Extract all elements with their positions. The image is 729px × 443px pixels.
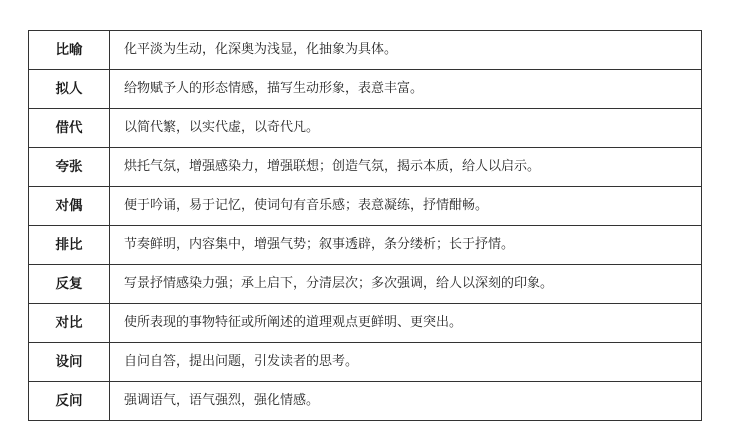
- effect-cell: 以简代繁，以实代虚，以奇代凡。: [110, 109, 702, 148]
- term-cell: 拟人: [29, 70, 110, 109]
- effect-cell: 使所表现的事物特征或所阐述的道理观点更鲜明、更突出。: [110, 304, 702, 343]
- table-row: [29, 187, 702, 226]
- term-cell: 对偶: [29, 187, 110, 226]
- table-row: [29, 304, 702, 343]
- term-cell: 比喻: [29, 31, 110, 70]
- table-row: [29, 109, 702, 148]
- rhetoric-devices-table: [28, 30, 702, 421]
- table-row: [29, 382, 702, 421]
- term-cell: 夸张: [29, 148, 110, 187]
- table-row: [29, 343, 702, 382]
- effect-cell: 自问自答，提出问题，引发读者的思考。: [110, 343, 702, 382]
- term-cell: 排比: [29, 226, 110, 265]
- table-row: [29, 70, 702, 109]
- term-cell: 对比: [29, 304, 110, 343]
- table-row: [29, 226, 702, 265]
- term-cell: 设问: [29, 343, 110, 382]
- table-body: [29, 31, 702, 421]
- term-cell: 反复: [29, 265, 110, 304]
- table-row: [29, 148, 702, 187]
- term-cell: 借代: [29, 109, 110, 148]
- effect-cell: 写景抒情感染力强；承上启下，分清层次；多次强调，给人以深刻的印象。: [110, 265, 702, 304]
- effect-cell: 节奏鲜明，内容集中，增强气势；叙事透辟，条分缕析；长于抒情。: [110, 226, 702, 265]
- effect-cell: 给物赋予人的形态情感，描写生动形象，表意丰富。: [110, 70, 702, 109]
- effect-cell: 化平淡为生动，化深奥为浅显，化抽象为具体。: [110, 31, 702, 70]
- table-row: [29, 31, 702, 70]
- effect-cell: 便于吟诵，易于记忆，使词句有音乐感；表意凝练，抒情酣畅。: [110, 187, 702, 226]
- table-row: [29, 265, 702, 304]
- effect-cell: 强调语气，语气强烈，强化情感。: [110, 382, 702, 421]
- effect-cell: 烘托气氛，增强感染力，增强联想；创造气氛，揭示本质，给人以启示。: [110, 148, 702, 187]
- term-cell: 反问: [29, 382, 110, 421]
